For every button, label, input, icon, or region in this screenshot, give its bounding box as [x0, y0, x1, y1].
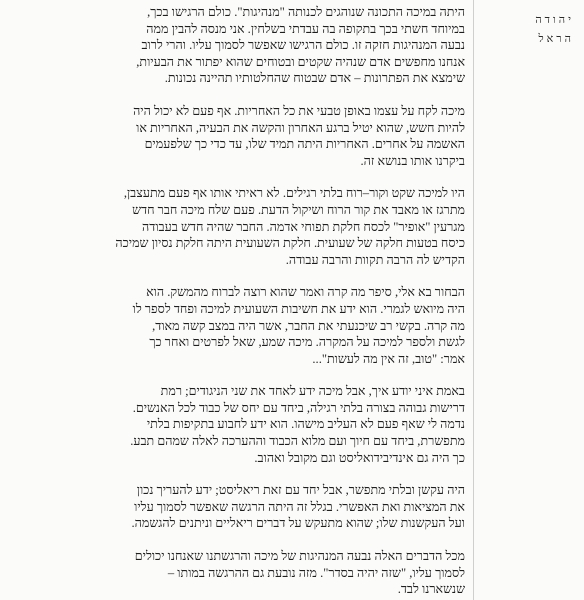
text-line: האשמה על אחרים. האחריות היתה תמיד שלו, עד כדי כך שלפעמים: [144, 137, 465, 152]
article-paragraph: [6, 548, 465, 598]
text-line: אנחנו מחפשים אדם שנהיה שקטים ובטוחים שהוא יפתור את הבעיות,: [136, 54, 465, 69]
author-name: [484, 10, 574, 48]
author-last-name: הראל: [538, 32, 574, 45]
text-line: הבחור בא אלי, סיפר מה קרה ואמר שהוא רוצה לברוח מהמשק. הוא: [146, 285, 465, 300]
article-paragraph: [6, 4, 465, 87]
text-line: לסמוך עליו, "שזה יהיה בסדר". מזה נובעת גם ההרגשה במותו –: [167, 565, 465, 580]
text-line: נדמה לי שאף פעם לא העליב מישהו. הוא ידע לחבוע בתקיפות בלתי: [146, 417, 465, 432]
text-line: ביקרנו אותו בנושא זה.: [360, 153, 465, 168]
text-line: שימצא את הפתרונות – אדם שבטוח שהחלטותיו תהיינה נכונות.: [164, 71, 465, 86]
text-line: מכל הדברים האלה נבעה המנהיגות של מיכה והרגשתנו שאנחנו יכולים: [134, 549, 465, 564]
text-line: מיכה לקח על עצמו באופן טבעי את כל האחריות. אף פעם לא יכול היה: [133, 103, 465, 118]
text-line: הקדיש לה הרבה תקוות והרבה עבודה.: [285, 252, 465, 267]
text-line: ועל העקשנות שלו; שהוא מתעקש על דברים ריאליים וניתנים להגשמה.: [131, 516, 465, 531]
text-line: אמר: "טוב, זה אין מה לעשות"...: [312, 351, 465, 366]
text-line: את המציאות ואת האפשרי. בגלל זה היתה הרגשה שאפשר לסמוך עליו: [134, 499, 465, 514]
article-paragraph: [6, 103, 465, 169]
text-line: להיות חשש, שהוא יטיל ברגע האחרון והקשה את הבעיה, האחריות או: [136, 120, 465, 135]
text-line: נבעה המנהיגות חזקה זו. כולם הרגישו שאפשר לסמוך עליו. והרי לרוב: [141, 38, 465, 53]
text-line: כיסח בטעות חלקה של שעועית. חלקת השעועית היתה חלקת נסיון שמיכה: [115, 236, 465, 251]
text-line: היה עקשן ובלתי מתפשר, אבל יחד עם זאת ריאליסט; ידע להעריך נכון: [136, 483, 465, 498]
text-line: היתה במיכה התכונה שנוהגים לכנותה "מנהיגות". כולם הרגישו בכך,: [147, 5, 465, 19]
text-line: דרישות גבוהה בצורה בלתי רגילה, ביחד עם יחס של כבוד לכל האנשים.: [132, 400, 465, 415]
article-paragraph: [6, 383, 465, 466]
text-line: מה קרה. בקשי רב שיכנעתי את החבר, אשר היה במצב קשה מאוד,: [152, 318, 465, 333]
article-paragraph: [6, 482, 465, 532]
text-line: מגרעין "אופיר" לכסח חלקת תפוחי אדמה. החבר שהיה חדש בעבודה: [142, 219, 465, 234]
text-line: במיוחד חשתי בכך בתקופה בה עבדתי בשלחין. אני מנסה להבין ממה: [146, 21, 465, 36]
text-line: היה מיואש לגמרי. הוא ידע את חשיבות השעועית למיכה ופחד לספר לו: [132, 301, 465, 316]
article-paragraph: [6, 284, 465, 367]
text-line: לגשת ולספר למיכה על המקרה. מיכה שמע, שאל לפרטים ואחר כך: [149, 335, 465, 350]
text-line: כך היה גם אינדיבידואליסט וגם מקובל ואהוב.: [254, 450, 465, 465]
text-line: היו למיכה שקט וקור–רוח בלתי רגילים. לא ראיתי אותו אף פעם מתעצבן,: [123, 186, 465, 201]
author-first-name: יהודה: [535, 13, 574, 26]
text-line: מתפשרת, ביחד עם חיוך ועם מלוא הכבוד וההערכה לאלה שמהם תבע.: [130, 434, 465, 449]
text-line: באמת איני יודע איך, אבל מיכה ידע לאחד את שני הניגודים; רמת: [160, 384, 465, 399]
text-line: מתרגז או מאבד את קור הרוח ושיקול הדעת. פעם שלח מיכה חבר חדש: [132, 202, 465, 217]
text-line: שנשארנו לבד.: [397, 582, 465, 597]
article-paragraph: [6, 185, 465, 268]
